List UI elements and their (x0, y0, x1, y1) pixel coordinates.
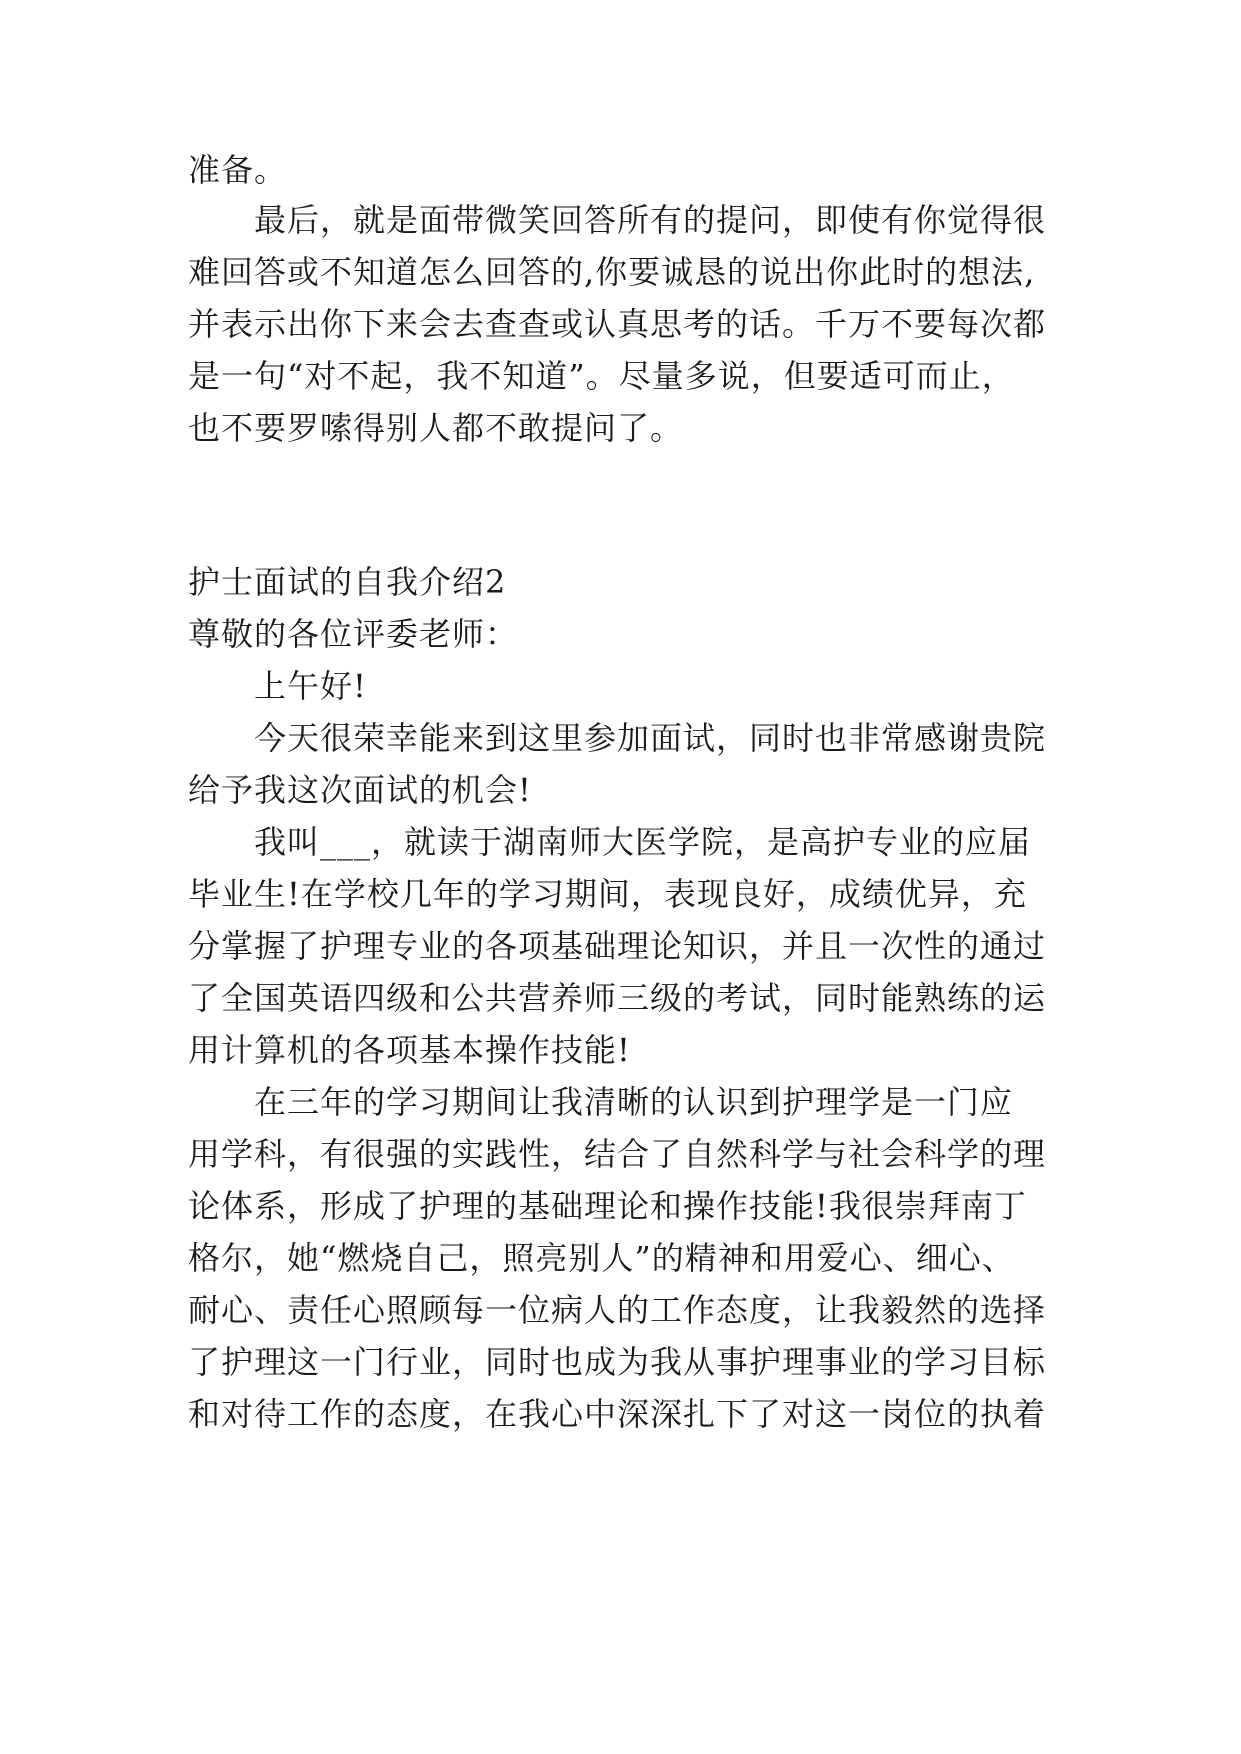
paragraph-line: 准备。 (188, 151, 288, 189)
paragraph-line: 也不要罗嗦得别人都不敢提问了。 (188, 409, 684, 447)
salutation: 尊敬的各位评委老师： (188, 615, 519, 653)
paragraph-line: 最后，就是面带微笑回答所有的提问，即使有你觉得很 (254, 201, 1047, 239)
paragraph-line: 在三年的学习期间让我清晰的认识到护理学是一门应 (254, 1083, 1014, 1121)
greeting: 上午好! (254, 667, 367, 705)
paragraph-line: 今天很荣幸能来到这里参加面试，同时也非常感谢贵院 (254, 719, 1047, 757)
paragraph-line: 用学科，有很强的实践性，结合了自然科学与社会科学的理 (188, 1135, 1047, 1173)
paragraph-line: 论体系，形成了护理的基础理论和操作技能!我很崇拜南丁 (188, 1187, 1027, 1225)
paragraph-line: 了全国英语四级和公共营养师三级的考试，同时能熟练的运 (188, 979, 1047, 1017)
paragraph-line: 给予我这次面试的机会! (188, 771, 532, 809)
paragraph-line: 难回答或不知道怎么回答的,你要诚恳的说出你此时的想法, (188, 253, 1036, 291)
paragraph-line: 我叫___，就读于湖南师大医学院，是高护专业的应届 (254, 823, 1032, 861)
paragraph-line: 并表示出你下来会去查查或认真思考的话。千万不要每次都 (188, 305, 1047, 343)
paragraph-line: 是一句“对不起，我不知道”。尽量多说，但要适可而止， (188, 357, 1015, 395)
section-title: 护士面试的自我介绍2 (188, 563, 507, 601)
paragraph-line: 用计算机的各项基本操作技能! (188, 1031, 631, 1069)
paragraph-line: 分掌握了护理专业的各项基础理论知识，并且一次性的通过 (188, 927, 1047, 965)
paragraph-line: 格尔，她“燃烧自己，照亮别人”的精神和用爱心、细心、 (188, 1239, 1015, 1277)
paragraph-line: 毕业生!在学校几年的学习期间，表现良好，成绩优异，充 (188, 875, 1027, 913)
paragraph-line: 和对待工作的态度，在我心中深深扎下了对这一岗位的执着 (188, 1395, 1047, 1433)
paragraph-line: 了护理这一门行业，同时也成为我从事护理事业的学习目标 (188, 1343, 1047, 1381)
paragraph-line: 耐心、责任心照顾每一位病人的工作态度，让我毅然的选择 (188, 1291, 1047, 1329)
